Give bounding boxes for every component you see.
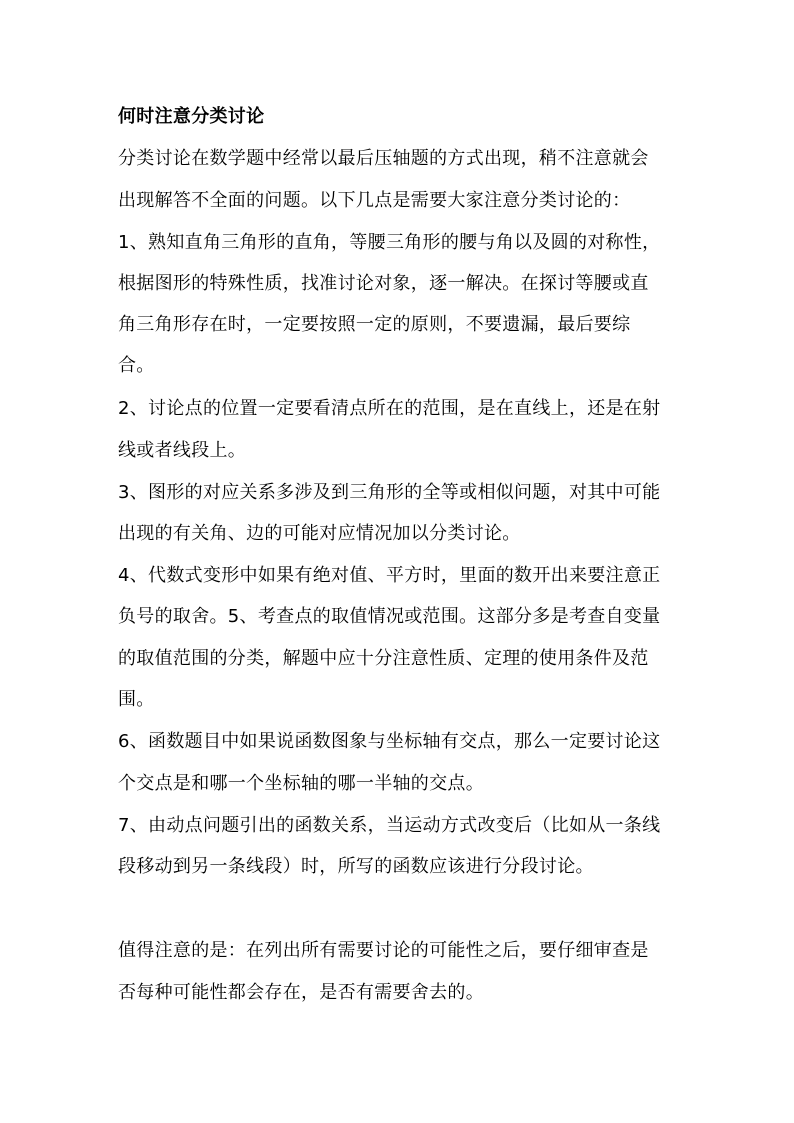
text-line-12: 负号的取舍。5、考查点的取值情况或范围。这部分多是考查自变量 [118, 606, 661, 627]
document-title: 何时注意分类讨论 [118, 106, 265, 127]
text-line-17: 7、由动点问题引出的函数关系，当运动方式改变后（比如从一条线 [118, 815, 661, 836]
text-line-18: 段移动到另一条线段）时，所写的函数应该进行分段讨论。 [118, 856, 594, 877]
text-line-8: 线或者线段上。 [118, 440, 247, 461]
text-line-5: 角三角形存在时，一定要按照一定的原则，不要遗漏，最后要综 [118, 314, 631, 335]
text-line-7: 2、讨论点的位置一定要看清点所在的范围，是在直线上，还是在射 [118, 398, 661, 419]
text-line-1: 分类讨论在数学题中经常以最后压轴题的方式出现，稍不注意就会 [118, 148, 649, 169]
text-line-3: 1、熟知直角三角形的直角，等腰三角形的腰与角以及圆的对称性， [118, 232, 661, 253]
text-line-2: 出现解答不全面的问题。以下几点是需要大家注意分类讨论的： [118, 190, 631, 211]
text-line-6: 合。 [118, 355, 155, 376]
text-line-11: 4、代数式变形中如果有绝对值、平方时，里面的数开出来要注意正 [118, 565, 661, 586]
text-line-14: 围。 [118, 689, 155, 710]
text-line-10: 出现的有关角、边的可能对应情况加以分类讨论。 [118, 523, 521, 544]
text-line-16: 个交点是和哪一个坐标轴的哪一半轴的交点。 [118, 773, 484, 794]
text-line-19: 值得注意的是：在列出所有需要讨论的可能性之后，要仔细审查是 [118, 940, 649, 961]
text-line-15: 6、函数题目中如果说函数图象与坐标轴有交点，那么一定要讨论这 [118, 731, 661, 752]
text-line-20: 否每种可能性都会存在，是否有需要舍去的。 [118, 982, 484, 1003]
text-line-4: 根据图形的特殊性质，找准讨论对象，逐一解决。在探讨等腰或直 [118, 273, 649, 294]
text-line-13: 的取值范围的分类，解题中应十分注意性质、定理的使用条件及范 [118, 648, 649, 669]
text-line-9: 3、图形的对应关系多涉及到三角形的全等或相似问题，对其中可能 [118, 482, 661, 503]
